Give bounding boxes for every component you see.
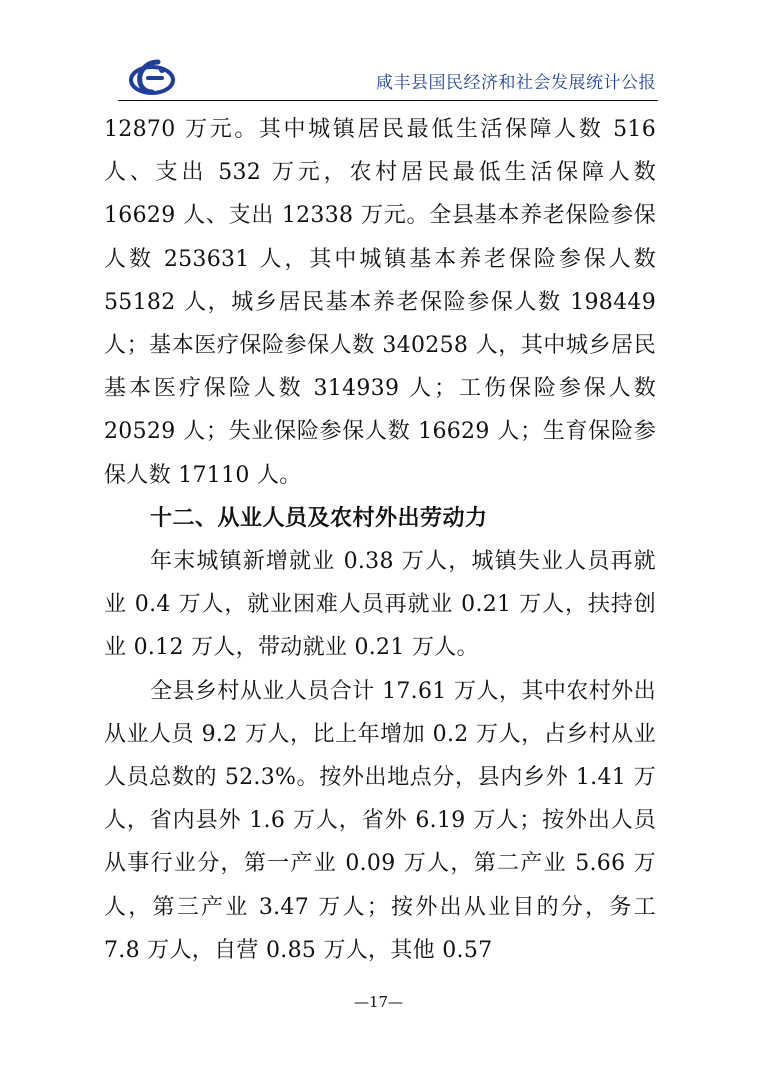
section-heading-employment: 十二、从业人员及农村外出劳动力: [150, 505, 488, 531]
paragraph-social-insurance: 12870 万元。其中城镇居民最低生活保障人数 516 人、支出 532 万元，农村居民最低生活保障人数 16629 人、支出 12338 万元。全县基本养老保险参保人数 253631 人，其中城镇基本养老保险参保人数 55182 人，城乡居民基本养老保险参保人数 198449 人；基本医疗保险参保人数 340258 人，其中城乡居民基本医疗保险人数 314939 人；工伤保险参保人数 20529 人；失业保险参保人数 16629 人；生育保险参保人数 17110 人。: [104, 117, 656, 488]
paragraph-rural-labor: 全县乡村从业人员合计 17.61 万人，其中农村外出从业人员 9.2 万人，比上年增加 0.2 万人，占乡村从业人员总数的 52.3%。按外出地点分，县内乡外 1.41 万人，省内县外 1.6 万人，省外 6.19 万人；按外出人员从事行业分，第一产业 0.09 万人，第二产业 5.66 万人，第三产业 3.47 万人；按外出从业目的分，务工 7.8 万人，自营 0.85 万人，其他 0.57: [104, 678, 656, 963]
statistics-bureau-logo-icon: [128, 58, 176, 98]
document-body: [104, 108, 656, 972]
page-number: —17—: [353, 993, 404, 1011]
header-title: 咸丰县国民经济和社会发展统计公报: [376, 73, 656, 93]
paragraph-urban-employment: 年末城镇新增就业 0.38 万人，城镇失业人员再就业 0.4 万人，就业困难人员再就业 0.21 万人，扶持创业 0.12 万人，带动就业 0.21 万人。: [104, 549, 656, 661]
header-divider: [118, 100, 658, 101]
page-header: [118, 58, 658, 102]
